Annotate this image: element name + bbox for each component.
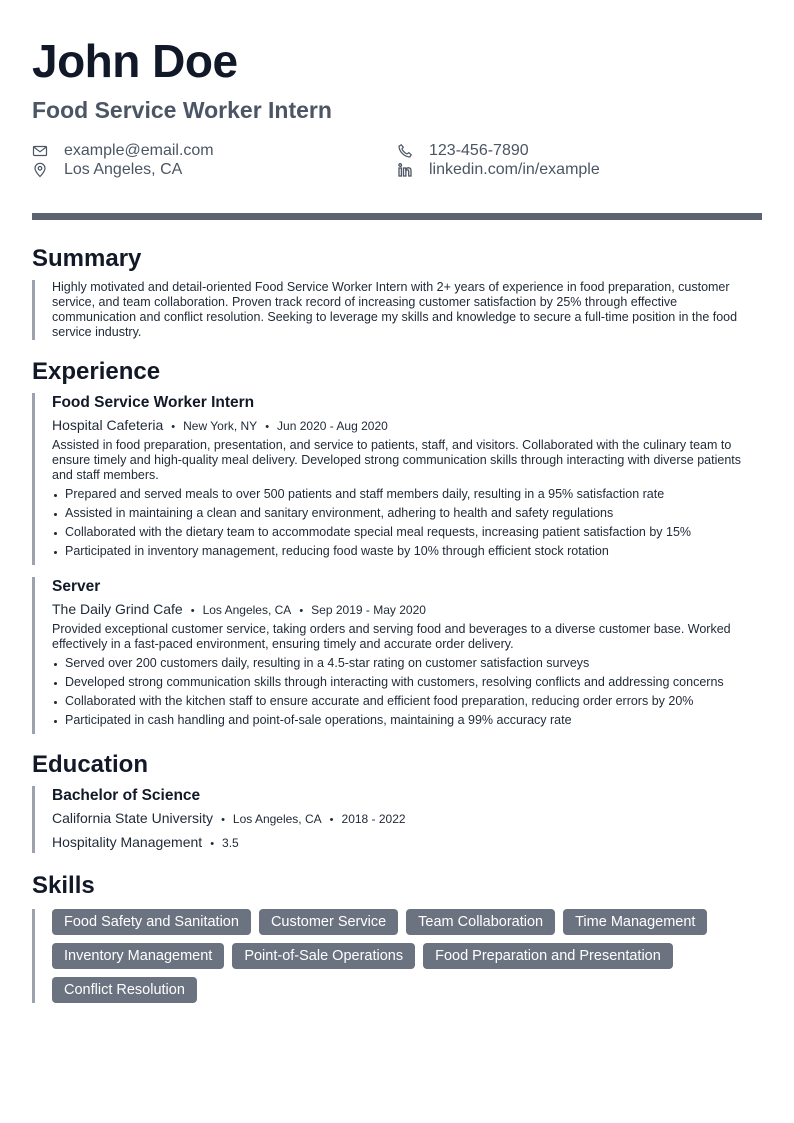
skill-chip: Food Preparation and Presentation	[423, 943, 673, 969]
job-meta	[52, 600, 762, 620]
mail-icon	[32, 143, 48, 159]
education-heading: Education	[32, 751, 149, 778]
contact-info	[32, 141, 762, 181]
separator-dot: •	[171, 421, 176, 433]
location-pin-icon	[32, 162, 48, 178]
summary-text: Highly motivated and detail-oriented Food Service Worker Intern with 2+ years of experience in food preparation, customer service, and team collaboration. Proven track record of increasing customer satisfaction by 25% through effective communication and conflict resolution. Seeking to leverage my skills and knowledge to secure a full-time position in the food service industry.	[52, 280, 738, 339]
job-meta	[52, 416, 762, 436]
summary-heading: Summary	[32, 245, 142, 272]
job-dates: Jun 2020 - Aug 2020	[277, 419, 388, 433]
bullet-item: Collaborated with the kitchen staff to ensure accurate and efficient food preparation, reducing order errors by 20%	[52, 694, 762, 709]
school-name: California State University	[52, 810, 214, 826]
bullet-item: Served over 200 customers daily, resulting in a 4.5-star rating on customer satisfaction surveys	[52, 656, 762, 671]
summary-block	[32, 280, 762, 340]
bullet-item: Prepared and served meals to over 500 patients and staff members daily, resulting in a 95% satisfaction rate	[52, 487, 762, 502]
job-bullets	[52, 656, 762, 728]
bullet-item: Collaborated with the dietary team to accommodate special meal requests, increasing patient satisfaction by 15%	[52, 525, 762, 540]
experience-heading: Experience	[32, 358, 161, 385]
email-text[interactable]: example@email.com	[64, 142, 214, 159]
location-text: Los Angeles, CA	[64, 161, 183, 178]
education-dates: 2018 - 2022	[341, 812, 406, 826]
bullet-item: Participated in inventory management, reducing food waste by 10% through efficient stock rotation	[52, 544, 762, 559]
skills-list	[52, 909, 762, 1003]
contact-linkedin[interactable]	[397, 160, 600, 180]
separator-dot: •	[329, 814, 334, 826]
job-title: Food Service Worker Intern	[52, 394, 255, 411]
separator-dot: •	[190, 605, 195, 617]
company-name: Hospital Cafeteria	[52, 417, 164, 433]
skill-chip: Customer Service	[259, 909, 398, 935]
major: Hospitality Management	[52, 834, 203, 850]
school-location: Los Angeles, CA	[232, 812, 322, 826]
job-location: New York, NY	[183, 419, 258, 433]
skill-chip: Team Collaboration	[406, 909, 555, 935]
contact-location	[32, 160, 182, 180]
degree: Bachelor of Science	[52, 787, 201, 804]
job-location: Los Angeles, CA	[202, 603, 292, 617]
separator-dot: •	[221, 814, 225, 826]
linkedin-text[interactable]: linkedin.com/in/example	[429, 161, 600, 178]
job-title: Server	[52, 578, 101, 595]
contact-phone[interactable]	[397, 141, 529, 161]
education-meta	[52, 809, 762, 829]
phone-text[interactable]: 123-456-7890	[429, 142, 529, 159]
skill-chip: Time Management	[563, 909, 707, 935]
education-major-row	[52, 833, 762, 853]
skill-chip: Point-of-Sale Operations	[232, 943, 415, 969]
education-item	[32, 786, 762, 853]
candidate-name: John Doe	[32, 35, 238, 87]
gpa: 3.5	[222, 836, 239, 850]
skill-chip: Inventory Management	[52, 943, 224, 969]
job-description: Assisted in food preparation, presentation, and service to patients, staff, and visitors. Collaborated with the culinary team to ensure timely and high-quality meal delivery. Developed strong communication skills through interacting with diverse patients and staff members.	[52, 438, 742, 482]
experience-item	[32, 393, 762, 565]
skills-heading: Skills	[32, 872, 95, 899]
bullet-item: Developed strong communication skills through interacting with customers, resolving conflicts and addressing concerns	[52, 675, 762, 690]
candidate-title: Food Service Worker Intern	[32, 97, 332, 123]
linkedin-icon	[397, 162, 413, 178]
job-bullets	[52, 487, 762, 559]
experience-item	[32, 577, 762, 734]
skills-block	[32, 909, 762, 1003]
skill-chip: Food Safety and Sanitation	[52, 909, 251, 935]
separator-dot: •	[299, 605, 304, 617]
bullet-item: Participated in cash handling and point-of-sale operations, maintaining a 99% accuracy rate	[52, 713, 762, 728]
job-description: Provided exceptional customer service, taking orders and serving food and beverages to a diverse customer base. Worked effectively in a fast-paced environment, ensuring timely and accurate order delivery.	[52, 622, 731, 651]
company-name: The Daily Grind Cafe	[52, 601, 183, 617]
job-dates: Sep 2019 - May 2020	[311, 603, 426, 617]
header-divider	[32, 213, 762, 220]
bullet-item: Assisted in maintaining a clean and sanitary environment, adhering to health and safety regulations	[52, 506, 762, 521]
separator-dot: •	[210, 838, 215, 850]
skill-chip: Conflict Resolution	[52, 977, 197, 1003]
separator-dot: •	[265, 421, 270, 433]
phone-icon	[397, 143, 413, 159]
contact-email[interactable]	[32, 141, 214, 161]
